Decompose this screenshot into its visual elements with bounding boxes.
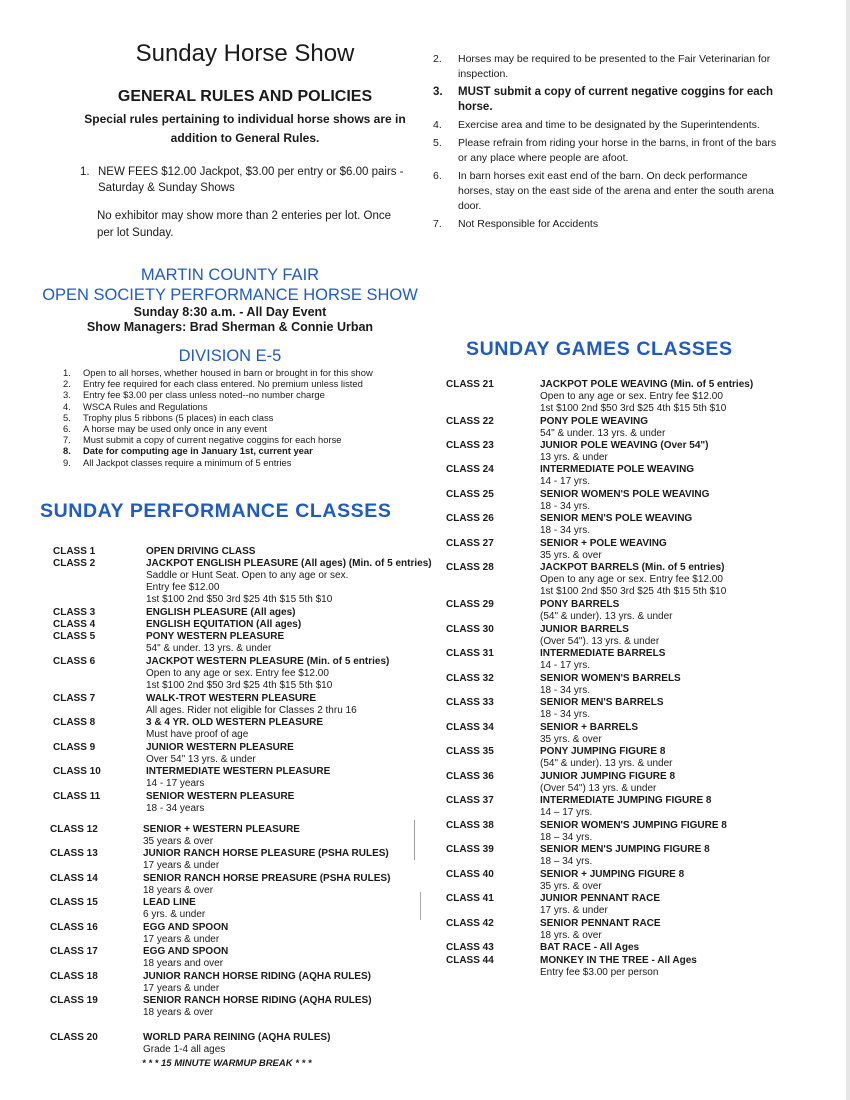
rule-number: 6.	[433, 170, 442, 182]
class-detail: 54" & under. 13 yrs. & under	[146, 643, 272, 654]
class-number: CLASS 34	[446, 722, 494, 733]
rule-item	[433, 85, 778, 115]
class-entry	[143, 873, 390, 897]
class-entry	[540, 464, 694, 488]
class-detail: 17 years & under	[143, 860, 220, 871]
class-title: SENIOR MEN'S POLE WEAVING	[540, 513, 693, 524]
class-detail: 1st $100 2nd $50 3rd $25 4th $15 5th $10	[540, 586, 727, 597]
class-title: JACKPOT BARRELS (Min. of 5 entries)	[540, 562, 725, 573]
class-number: CLASS 22	[446, 416, 494, 427]
show-time: Sunday 8:30 a.m. - All Day Event	[133, 305, 327, 319]
class-entry	[540, 746, 673, 770]
class-number: CLASS 4	[53, 619, 96, 630]
rule-text: Open to all horses, whether housed in barn or brought in for this show	[83, 367, 373, 378]
class-entry	[146, 742, 294, 766]
class-number: CLASS 26	[446, 513, 494, 524]
rule-item	[63, 434, 423, 445]
class-detail: 6 yrs. & under	[143, 909, 206, 920]
class-title: JACKPOT ENGLISH PLEASURE (All ages) (Min. of 5 entries)	[146, 558, 432, 569]
games-classes-heading: SUNDAY GAMES CLASSES	[466, 338, 733, 360]
class-entry	[146, 693, 357, 717]
class-number: CLASS 5	[53, 631, 96, 642]
class-title: JUNIOR JUMPING FIGURE 8	[540, 771, 676, 782]
class-number: CLASS 40	[446, 869, 494, 880]
class-number: CLASS 23	[446, 440, 494, 451]
rule-item	[63, 401, 423, 412]
class-detail: 17 yrs. & under	[540, 905, 608, 916]
class-number: CLASS 7	[53, 693, 96, 704]
class-number: CLASS 29	[446, 599, 494, 610]
class-entry	[540, 869, 684, 893]
class-number: CLASS 20	[50, 1032, 98, 1043]
rule-item	[63, 378, 423, 389]
class-title: PONY WESTERN PLEASURE	[146, 631, 285, 642]
rule-text: Trophy plus 5 ribbons (5 places) in each class	[83, 411, 274, 423]
rule-item	[63, 457, 423, 468]
class-title: WORLD PARA REINING (AQHA RULES)	[143, 1032, 331, 1043]
rule-number: 7.	[63, 434, 71, 446]
class-entry	[540, 624, 659, 648]
class-number: CLASS 12	[50, 824, 98, 835]
class-detail: (54" & under). 13 yrs. & under	[540, 611, 673, 622]
rule-number: 8.	[63, 445, 71, 457]
class-entry	[540, 820, 727, 844]
subheading-line: addition to General Rules.	[170, 131, 320, 145]
class-detail: 18 - 34 yrs.	[540, 501, 591, 512]
fees-rule	[80, 164, 410, 196]
class-number: CLASS 32	[446, 673, 494, 684]
class-detail: All ages. Rider not eligible for Classes 2 thru 16	[146, 705, 357, 716]
rule-text: Please refrain from riding your horse in the barns, in front of the bars or any place where people are afoot.	[458, 137, 777, 164]
class-detail: (54" & under). 13 yrs. & under	[540, 758, 673, 769]
subheading-line: Special rules pertaining to individual horse shows are in	[84, 112, 406, 126]
class-detail: 35 yrs. & over	[540, 881, 602, 892]
class-number: CLASS 19	[50, 995, 98, 1006]
class-title: JACKPOT POLE WEAVING (Min. of 5 entries)	[540, 379, 754, 390]
rule-number: 7.	[433, 218, 442, 230]
class-detail: 13 yrs. & under	[540, 452, 608, 463]
class-number: CLASS 16	[50, 922, 98, 933]
class-title: JUNIOR WESTERN PLEASURE	[146, 742, 294, 753]
rule-item	[63, 423, 423, 434]
class-title: LEAD LINE	[143, 897, 196, 908]
class-title: SENIOR + POLE WEAVING	[540, 538, 667, 549]
rule-number: 9.	[63, 456, 71, 468]
class-entry	[540, 673, 681, 697]
class-number: CLASS 11	[53, 791, 101, 802]
class-entry	[540, 513, 692, 537]
division-rules-list	[63, 367, 423, 468]
rule-number: 4.	[433, 119, 442, 131]
class-title: JUNIOR RANCH HORSE RIDING (AQHA RULES)	[143, 971, 371, 982]
class-number: CLASS 35	[446, 746, 494, 757]
rule-text: Entry fee required for each class entered. No premium unless listed	[83, 378, 363, 390]
warmup-break: * * * 15 MINUTE WARMUP BREAK * * *	[142, 1058, 312, 1069]
class-detail: 18 yrs. & over	[540, 930, 602, 941]
class-detail: 1st $100 2nd $50 3rd $25 4th $15 5th $10	[146, 680, 333, 691]
rule-item	[433, 136, 778, 166]
class-detail: Open to any age or sex. Entry fee $12.00	[146, 668, 329, 679]
class-entry	[540, 562, 726, 598]
class-title: JACKPOT WESTERN PLEASURE (Min. of 5 entries)	[146, 656, 390, 667]
class-title: SENIOR PENNANT RACE	[540, 918, 661, 929]
entry-limit-note: No exhibitor may show more than 2 enteries per lot. Once per lot Sunday.	[97, 210, 392, 239]
class-entry	[540, 538, 667, 562]
class-detail: 17 years & under	[143, 983, 220, 994]
class-title: INTERMEDIATE POLE WEAVING	[540, 464, 695, 475]
class-entry	[146, 631, 284, 655]
class-title: SENIOR + BARRELS	[540, 722, 639, 733]
rule-number: 6.	[63, 423, 71, 435]
class-title: ENGLISH PLEASURE (All ages)	[146, 607, 296, 618]
class-detail: 1st $100 2nd $50 3rd $25 4th $15 5th $10	[540, 403, 727, 414]
class-detail: Open to any age or sex. Entry fee $12.00	[540, 574, 723, 585]
class-number: CLASS 36	[446, 771, 494, 782]
class-detail: 14 - 17 years	[146, 778, 205, 789]
class-detail: Entry fee $12.00	[146, 582, 220, 593]
class-number: CLASS 3	[53, 607, 96, 618]
rule-number: 3.	[433, 86, 443, 98]
class-number: CLASS 2	[53, 558, 96, 569]
rule-number: 4.	[63, 400, 71, 412]
rule-text: Must submit a copy of current negative coggins for each horse	[83, 434, 342, 446]
class-entry	[146, 558, 432, 606]
rule-text: Date for computing age in January 1st, current year	[83, 445, 313, 457]
class-entry	[143, 1032, 330, 1056]
rule-text: Entry fee $3.00 per class unless noted--no number charge	[83, 389, 325, 401]
class-entry	[540, 942, 639, 954]
class-number: CLASS 37	[446, 795, 494, 806]
class-title: SENIOR + WESTERN PLEASURE	[143, 824, 300, 835]
rule-item	[63, 412, 423, 423]
class-detail: 18 – 34 yrs.	[540, 856, 593, 867]
class-number: CLASS 43	[446, 942, 494, 953]
show-info	[30, 305, 430, 335]
show-managers: Show Managers: Brad Sherman & Connie Urban	[86, 320, 374, 334]
class-entry	[143, 922, 228, 946]
class-detail: Must have proof of age	[146, 729, 249, 740]
class-title: SENIOR RANCH HORSE RIDING (AQHA RULES)	[143, 995, 372, 1006]
class-detail: 54" & under. 13 yrs. & under	[540, 428, 666, 439]
class-entry	[540, 489, 709, 513]
class-title: PONY POLE WEAVING	[540, 416, 648, 427]
class-title: SENIOR + JUMPING FIGURE 8	[540, 869, 685, 880]
class-detail: Saddle or Hunt Seat. Open to any age or sex.	[146, 570, 349, 581]
rule-text: WSCA Rules and Regulations	[83, 400, 208, 412]
rule-number: 5.	[433, 137, 442, 149]
class-title: BAT RACE - All Ages	[540, 942, 640, 953]
rule-item	[63, 367, 423, 378]
class-detail: Over 54" 13 yrs. & under	[146, 754, 256, 765]
class-number: CLASS 38	[446, 820, 494, 831]
class-detail: (Over 54"). 13 yrs. & under	[540, 636, 660, 647]
class-title: PONY JUMPING FIGURE 8	[540, 746, 666, 757]
class-title: INTERMEDIATE WESTERN PLEASURE	[146, 766, 331, 777]
class-detail: Entry fee $3.00 per person	[540, 967, 659, 978]
class-title: JUNIOR BARRELS	[540, 624, 629, 635]
rule-text: Horses may be required to be presented to the Fair Veterinarian for inspection.	[458, 53, 771, 80]
rule-number: 1.	[63, 367, 71, 378]
class-number: CLASS 15	[50, 897, 98, 908]
class-detail: Open to any age or sex. Entry fee $12.00	[540, 391, 723, 402]
rule-text: All Jackpot classes require a minimum of 5 entries	[83, 456, 292, 468]
class-entry	[146, 791, 294, 815]
rule-text: A horse may be used only once in any event	[83, 423, 267, 435]
class-title: SENIOR MEN'S JUMPING FIGURE 8	[540, 844, 710, 855]
class-number: CLASS 9	[53, 742, 96, 753]
class-number: CLASS 27	[446, 538, 494, 549]
class-number: CLASS 13	[50, 848, 98, 859]
class-number: CLASS 33	[446, 697, 494, 708]
class-number: CLASS 39	[446, 844, 494, 855]
rule-text: In barn horses exit east end of the barn. On deck performance horses, stay on the east side of the arena and enter the south arena door.	[458, 170, 774, 212]
class-number: CLASS 21	[446, 379, 494, 390]
class-entry	[540, 697, 664, 721]
class-detail: 17 years & under	[143, 934, 220, 945]
class-entry	[143, 824, 300, 848]
class-detail: Grade 1-4 all ages	[143, 1044, 226, 1055]
rule-text: MUST submit a copy of current negative coggins for each horse.	[458, 86, 774, 113]
class-entry	[540, 599, 673, 623]
class-title: MONKEY IN THE TREE - All Ages	[540, 955, 697, 966]
class-entry	[143, 971, 371, 995]
divider-line	[420, 892, 421, 920]
rule-number: 2.	[63, 378, 71, 390]
division-heading: DIVISION E-5	[178, 347, 282, 365]
class-detail: 1st $100 2nd $50 3rd $25 4th $15 5th $10	[146, 594, 333, 605]
class-number: CLASS 18	[50, 971, 98, 982]
rule-item	[63, 445, 423, 456]
class-title: 3 & 4 YR. OLD WESTERN PLEASURE	[146, 717, 324, 728]
class-title: EGG AND SPOON	[143, 946, 229, 957]
class-detail: 18 years & over	[143, 1007, 214, 1018]
rule-number: 1.	[80, 166, 90, 178]
class-detail: 14 - 17 yrs.	[540, 660, 591, 671]
class-number: CLASS 8	[53, 717, 96, 728]
class-number: CLASS 44	[446, 955, 494, 966]
page-title: Sunday Horse Show	[135, 40, 355, 67]
show-title-block	[30, 265, 430, 305]
class-entry	[143, 848, 389, 872]
class-entry	[540, 440, 708, 464]
class-entry	[143, 946, 228, 970]
rule-item	[433, 118, 778, 133]
class-detail: 18 - 34 years	[146, 803, 205, 814]
rule-number: 3.	[63, 389, 71, 401]
class-number: CLASS 41	[446, 893, 494, 904]
class-entry	[540, 918, 661, 942]
class-number: CLASS 42	[446, 918, 494, 929]
class-detail: 18 years and over	[143, 958, 224, 969]
class-title: SENIOR WOMEN'S POLE WEAVING	[540, 489, 710, 500]
class-entry	[143, 995, 372, 1019]
fair-name: MARTIN COUNTY FAIR	[140, 266, 320, 284]
class-entry	[540, 648, 665, 672]
class-title: JUNIOR RANCH HORSE PLEASURE (PSHA RULES)	[143, 848, 389, 859]
class-number: CLASS 14	[50, 873, 98, 884]
rule-item	[433, 52, 778, 82]
class-title: SENIOR WOMEN'S BARRELS	[540, 673, 681, 684]
show-name: OPEN SOCIETY PERFORMANCE HORSE SHOW	[42, 286, 418, 304]
class-entry	[540, 955, 697, 979]
class-entry	[540, 722, 638, 746]
class-detail: 35 years & over	[143, 836, 214, 847]
class-detail: 18 - 34 yrs.	[540, 525, 591, 536]
class-entry	[540, 416, 665, 440]
class-entry	[540, 844, 710, 868]
class-detail: 35 yrs. & over	[540, 734, 602, 745]
performance-classes-heading: SUNDAY PERFORMANCE CLASSES	[40, 500, 392, 522]
class-detail: (Over 54") 13 yrs. & under	[540, 783, 657, 794]
class-title: SENIOR WOMEN'S JUMPING FIGURE 8	[540, 820, 727, 831]
class-title: JUNIOR POLE WEAVING (Over 54")	[540, 440, 709, 451]
class-number: CLASS 1	[53, 546, 96, 557]
class-title: OPEN DRIVING CLASS	[146, 546, 256, 557]
class-title: SENIOR RANCH HORSE PREASURE (PSHA RULES)	[143, 873, 391, 884]
class-detail: 18 – 34 yrs.	[540, 832, 593, 843]
general-rules-heading: GENERAL RULES AND POLICIES	[117, 88, 373, 105]
divider-line	[414, 820, 415, 860]
class-title: ENGLISH EQUITATION (All ages)	[146, 619, 302, 630]
class-title: EGG AND SPOON	[143, 922, 229, 933]
class-entry	[146, 607, 295, 619]
class-entry	[146, 717, 323, 741]
class-entry	[540, 893, 660, 917]
class-number: CLASS 30	[446, 624, 494, 635]
class-number: CLASS 10	[53, 766, 101, 777]
class-entry	[146, 766, 330, 790]
class-entry	[540, 771, 675, 795]
class-number: CLASS 31	[446, 648, 494, 659]
rule-item	[433, 217, 778, 232]
class-title: PONY BARRELS	[540, 599, 620, 610]
class-title: JUNIOR PENNANT RACE	[540, 893, 661, 904]
class-number: CLASS 25	[446, 489, 494, 500]
class-number: CLASS 28	[446, 562, 494, 573]
general-rules-subheading	[70, 110, 420, 148]
class-detail: 18 - 34 yrs.	[540, 685, 591, 696]
rule-text: NEW FEES $12.00 Jackpot, $3.00 per entry or $6.00 pairs - Saturday & Sunday Shows	[98, 166, 404, 194]
rule-item	[63, 389, 423, 400]
class-detail: 14 - 17 yrs.	[540, 476, 591, 487]
class-number: CLASS 6	[53, 656, 96, 667]
class-entry	[540, 379, 753, 415]
class-entry	[146, 619, 301, 631]
class-entry	[146, 546, 255, 558]
class-number: CLASS 24	[446, 464, 494, 475]
rule-item	[433, 169, 778, 214]
rule-number: 5.	[63, 411, 71, 423]
class-entry	[143, 897, 205, 921]
class-entry	[540, 795, 712, 819]
class-title: WALK-TROT WESTERN PLEASURE	[146, 693, 316, 704]
class-detail: 14 – 17 yrs.	[540, 807, 593, 818]
general-rules-list	[433, 52, 778, 235]
class-detail: 35 yrs. & over	[540, 550, 602, 561]
class-number: CLASS 17	[50, 946, 98, 957]
rule-text: Not Responsible for Accidents	[458, 218, 599, 230]
class-title: INTERMEDIATE BARRELS	[540, 648, 666, 659]
class-detail: 18 years & over	[143, 885, 214, 896]
class-title: SENIOR MEN'S BARRELS	[540, 697, 664, 708]
rule-number: 2.	[433, 53, 442, 65]
class-detail: 18 - 34 yrs.	[540, 709, 591, 720]
class-entry	[146, 656, 389, 692]
class-title: SENIOR WESTERN PLEASURE	[146, 791, 295, 802]
rule-text: Exercise area and time to be designated by the Superintendents.	[458, 119, 760, 131]
class-title: INTERMEDIATE JUMPING FIGURE 8	[540, 795, 712, 806]
scan-edge	[846, 0, 850, 1100]
